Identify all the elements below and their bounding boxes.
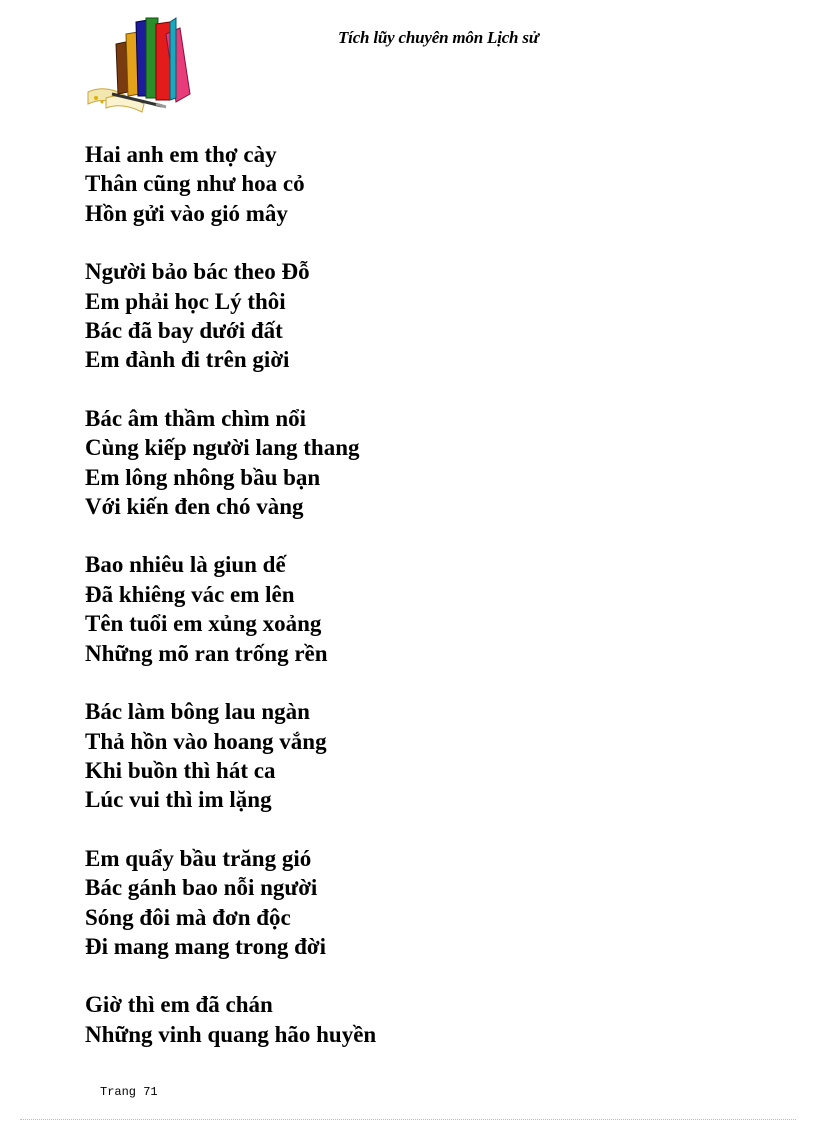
- poem-line: Em quẩy bầu trăng gió: [85, 845, 312, 871]
- stanza: [85, 844, 376, 962]
- header-title: Tích lũy chuyên môn Lịch sử: [338, 28, 539, 47]
- poem-line: Em lông nhông bầu bạn: [85, 464, 321, 490]
- poem-line: Hồn gửi vào gió mây: [85, 200, 288, 226]
- poem-line: Bác làm bông lau ngàn: [85, 699, 310, 725]
- poem-line: Em đành đi trên giời: [85, 347, 290, 373]
- poem-line: Bác âm thầm chìm nổi: [85, 405, 307, 431]
- poem-line: Em phải học Lý thôi: [85, 288, 286, 314]
- stanza: [85, 257, 376, 375]
- poem-line: Những vinh quang hão huyền: [85, 1021, 377, 1047]
- poem-line: Với kiến đen chó vàng: [85, 494, 304, 520]
- stanza: [85, 550, 376, 668]
- poem-line: Bác gánh bao nỗi người: [85, 875, 318, 901]
- poem-line: Khi buồn thì hát ca: [85, 757, 276, 783]
- poem-line: Thả hồn vào hoang vắng: [85, 728, 327, 754]
- stanza: [85, 697, 376, 815]
- poem-line: Hai anh em thợ cày: [85, 142, 277, 167]
- poem-line: Sóng đôi mà đơn độc: [85, 904, 291, 930]
- poem-line: Đã khiêng vác em lên: [85, 581, 295, 607]
- poem: [85, 140, 376, 1078]
- poem-line: Bác đã bay dưới đất: [85, 318, 283, 344]
- book-stack-icon: [116, 18, 190, 102]
- poem-line: Đi mang mang trong đời: [85, 933, 327, 959]
- page-number: Trang 71: [100, 1085, 158, 1099]
- poem-line: Cùng kiếp người lang thang: [85, 435, 360, 461]
- poem-line: Người bảo bác theo Đỗ: [85, 259, 310, 285]
- stanza: [85, 140, 376, 228]
- stanza: [85, 404, 376, 522]
- poem-line: Những mõ ran trống rền: [85, 640, 328, 666]
- poem-line: Lúc vui thì im lặng: [85, 787, 272, 813]
- page-bottom-divider: [20, 1119, 796, 1120]
- poem-line: Tên tuổi em xủng xoảng: [85, 611, 322, 637]
- poem-line: Thân cũng như hoa cỏ: [85, 171, 305, 197]
- poem-line: Giờ thì em đã chán: [85, 992, 273, 1018]
- stanza: [85, 990, 376, 1049]
- books-logo: [86, 14, 206, 114]
- poem-line: Bao nhiêu là giun dế: [85, 552, 286, 578]
